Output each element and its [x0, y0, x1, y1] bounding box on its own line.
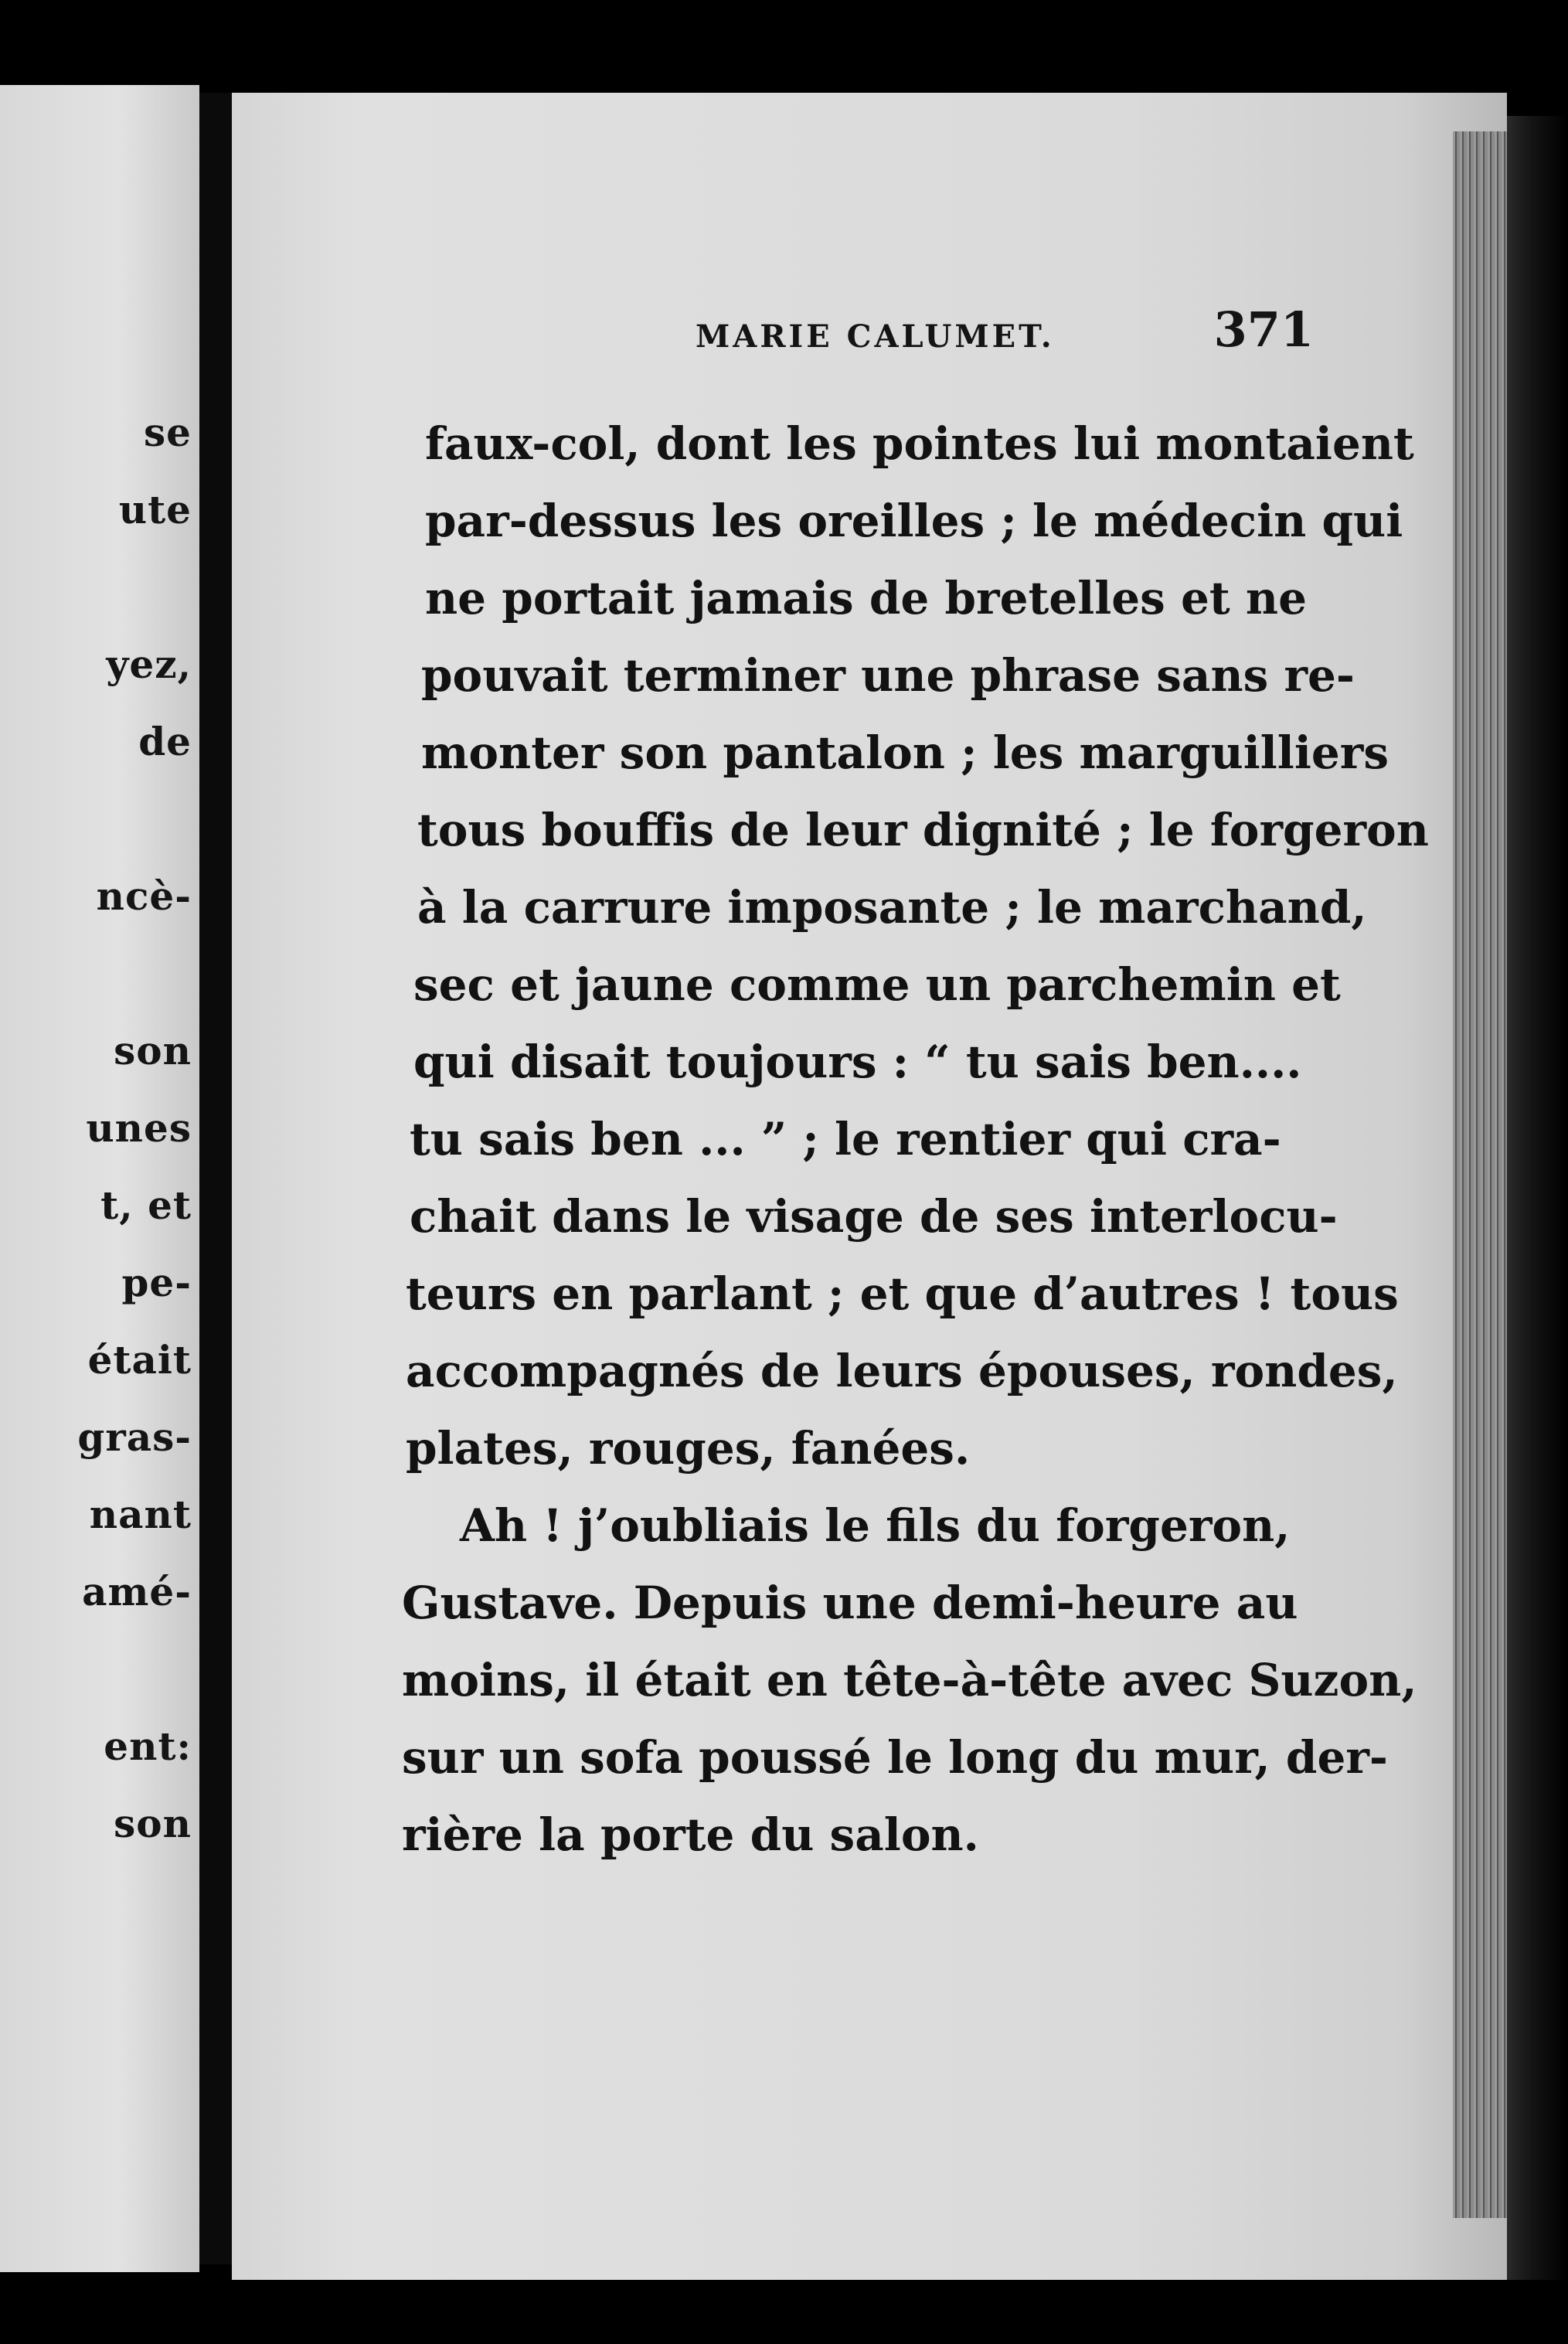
prev-page-line: gras- [77, 1414, 192, 1460]
text-line: à la carrure imposante ; le marchand, [417, 881, 1367, 934]
text-line: monter son pantalon ; les marguilliers [421, 726, 1389, 779]
text-line: faux-col, dont les pointes lui montaient [425, 417, 1414, 470]
text-line: accompagnés de leurs épouses, rondes, [406, 1345, 1398, 1397]
prev-page-line: unes [86, 1105, 192, 1151]
prev-page-line: amé- [82, 1569, 192, 1614]
prev-page-line: son [114, 1028, 192, 1073]
text-line: pouvait terminer une phrase sans re- [421, 649, 1355, 702]
previous-page-edge [0, 85, 199, 2272]
text-line: tu sais ben ... ” ; le rentier qui cra- [410, 1113, 1281, 1165]
prev-page-line: était [87, 1337, 192, 1383]
prev-page-line: son [114, 1801, 192, 1846]
prev-page-line: t, et [100, 1182, 192, 1228]
prev-page-line: ute [118, 487, 192, 532]
prev-page-line: ncè- [96, 873, 192, 919]
text-line: ne portait jamais de bretelles et ne [425, 572, 1307, 624]
scan-border [1507, 116, 1568, 2280]
prev-page-line: de [138, 719, 192, 764]
text-line: teurs en parlant ; et que d’autres ! tous [406, 1267, 1399, 1320]
text-line: moins, il était en tête-à-tête avec Suzon, [402, 1654, 1417, 1706]
page-number: 371 [1213, 301, 1314, 358]
running-head: MARIE CALUMET. [696, 318, 1055, 355]
text-line: tous bouffis de leur dignité ; le forgeron [417, 804, 1429, 856]
text-line: chait dans le visage de ses interlocu- [410, 1190, 1338, 1243]
prev-page-line: ent: [104, 1723, 192, 1769]
page-stack-edge [1453, 131, 1507, 2218]
page-header [402, 301, 1314, 371]
text-line: sur un sofa poussé le long du mur, der- [402, 1731, 1388, 1784]
prev-page-line: yez, [106, 641, 192, 687]
text-line: plates, rouges, fanées. [406, 1422, 971, 1475]
prev-page-line: pe- [121, 1260, 192, 1305]
text-line: par-dessus les oreilles ; le médecin qui [425, 495, 1403, 547]
text-line: Ah ! j’oubliais le fils du forgeron, [460, 1499, 1291, 1552]
prev-page-line: se [144, 410, 192, 455]
text-line: qui disait toujours : “ tu sais ben.... [413, 1036, 1302, 1088]
text-line: sec et jaune comme un parchemin et [413, 958, 1341, 1011]
prev-page-line: nant [89, 1492, 192, 1537]
text-line: Gustave. Depuis une demi-heure au [402, 1577, 1298, 1629]
text-line: rière la porte du salon. [402, 1808, 979, 1861]
